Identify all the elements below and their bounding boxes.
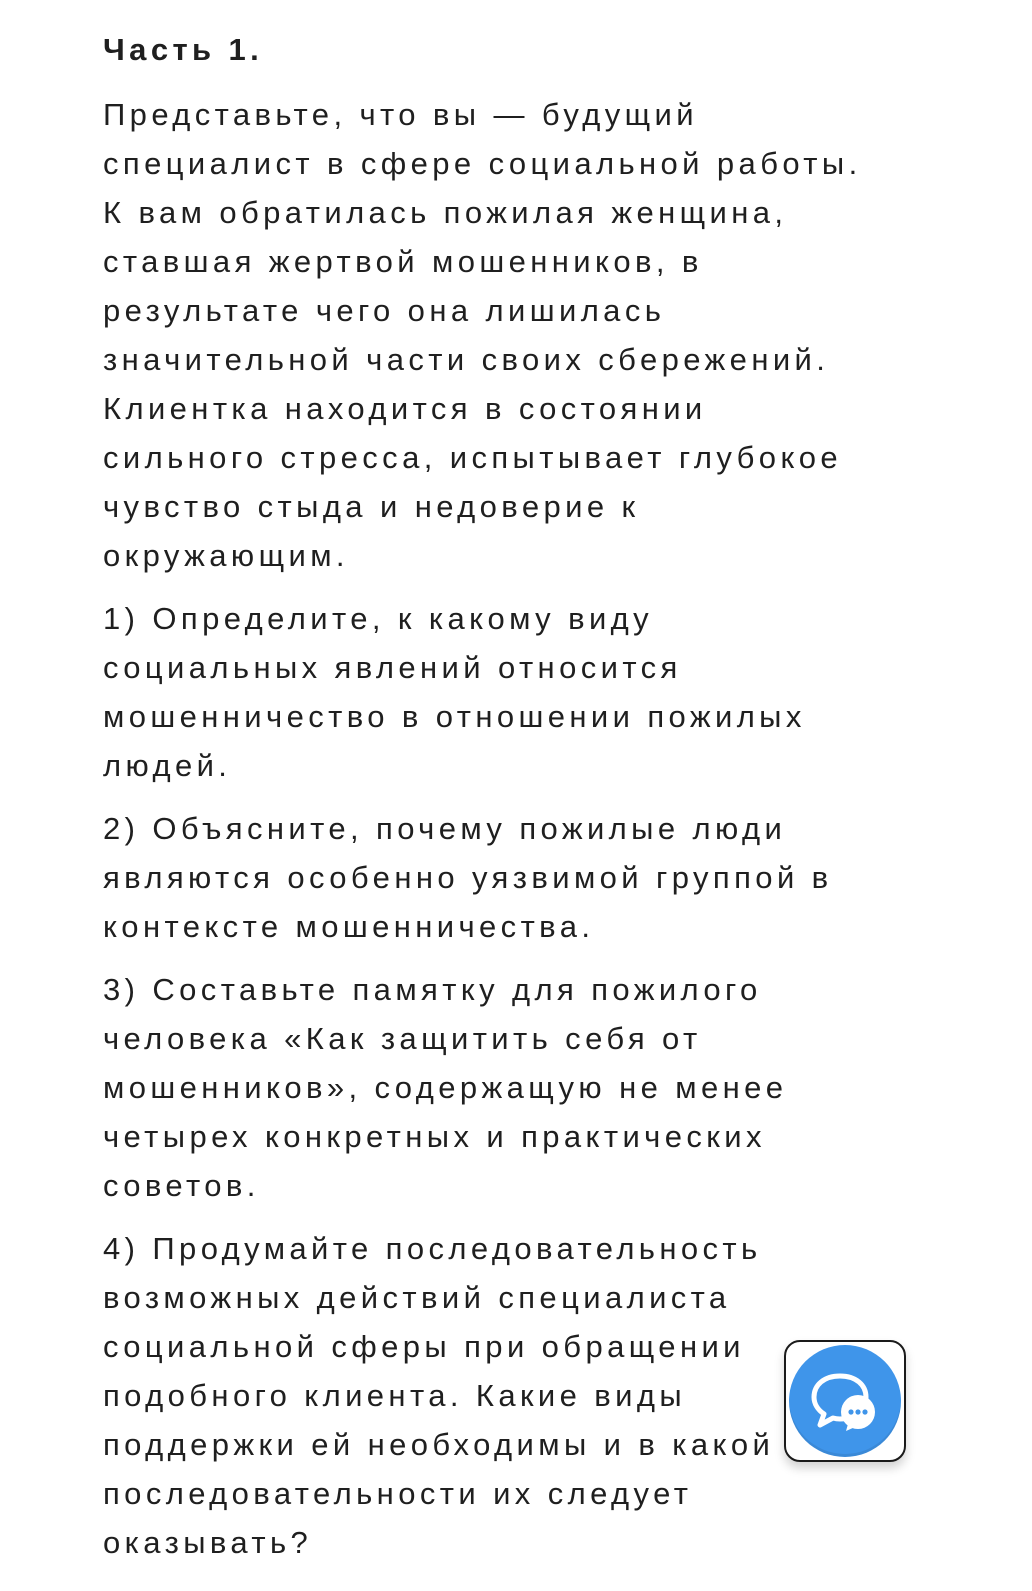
task-4: 4) Продумайте последовательность возможных действий специалиста социальной сферы при обращении подобного клиента. Какие виды поддержки ей необходимы и в какой последовательности их следует оказывать? <box>103 1231 775 1560</box>
article-content <box>103 24 863 1581</box>
chat-bubbles-icon <box>810 1370 880 1432</box>
task-3: 3) Составьте памятку для пожилого человека «Как защитить себя от мошенников», содержащую не менее четырех конкретных и практических советов. <box>103 972 788 1203</box>
chat-widget-button[interactable] <box>784 1340 906 1462</box>
task-1: 1) Определите, к какому виду социальных явлений относится мошенничество в отношении пожилых людей. <box>103 601 806 783</box>
case-description: Представьте, что вы — будущий специалист в сфере социальной работы. К вам обратилась пожилая женщина, ставшая жертвой мошенников, в результате чего она лишилась значительной части своих сбережений. Клиентка находится в состоянии сильного стресса, испытывает глубокое чувство стыда и недоверие к окружающим. <box>103 97 862 573</box>
chat-button-circle[interactable] <box>789 1345 901 1457</box>
task-2: 2) Объясните, почему пожилые люди являются особенно уязвимой группой в контексте мошенничества. <box>103 811 833 944</box>
section-heading: Часть 1. <box>103 32 264 67</box>
